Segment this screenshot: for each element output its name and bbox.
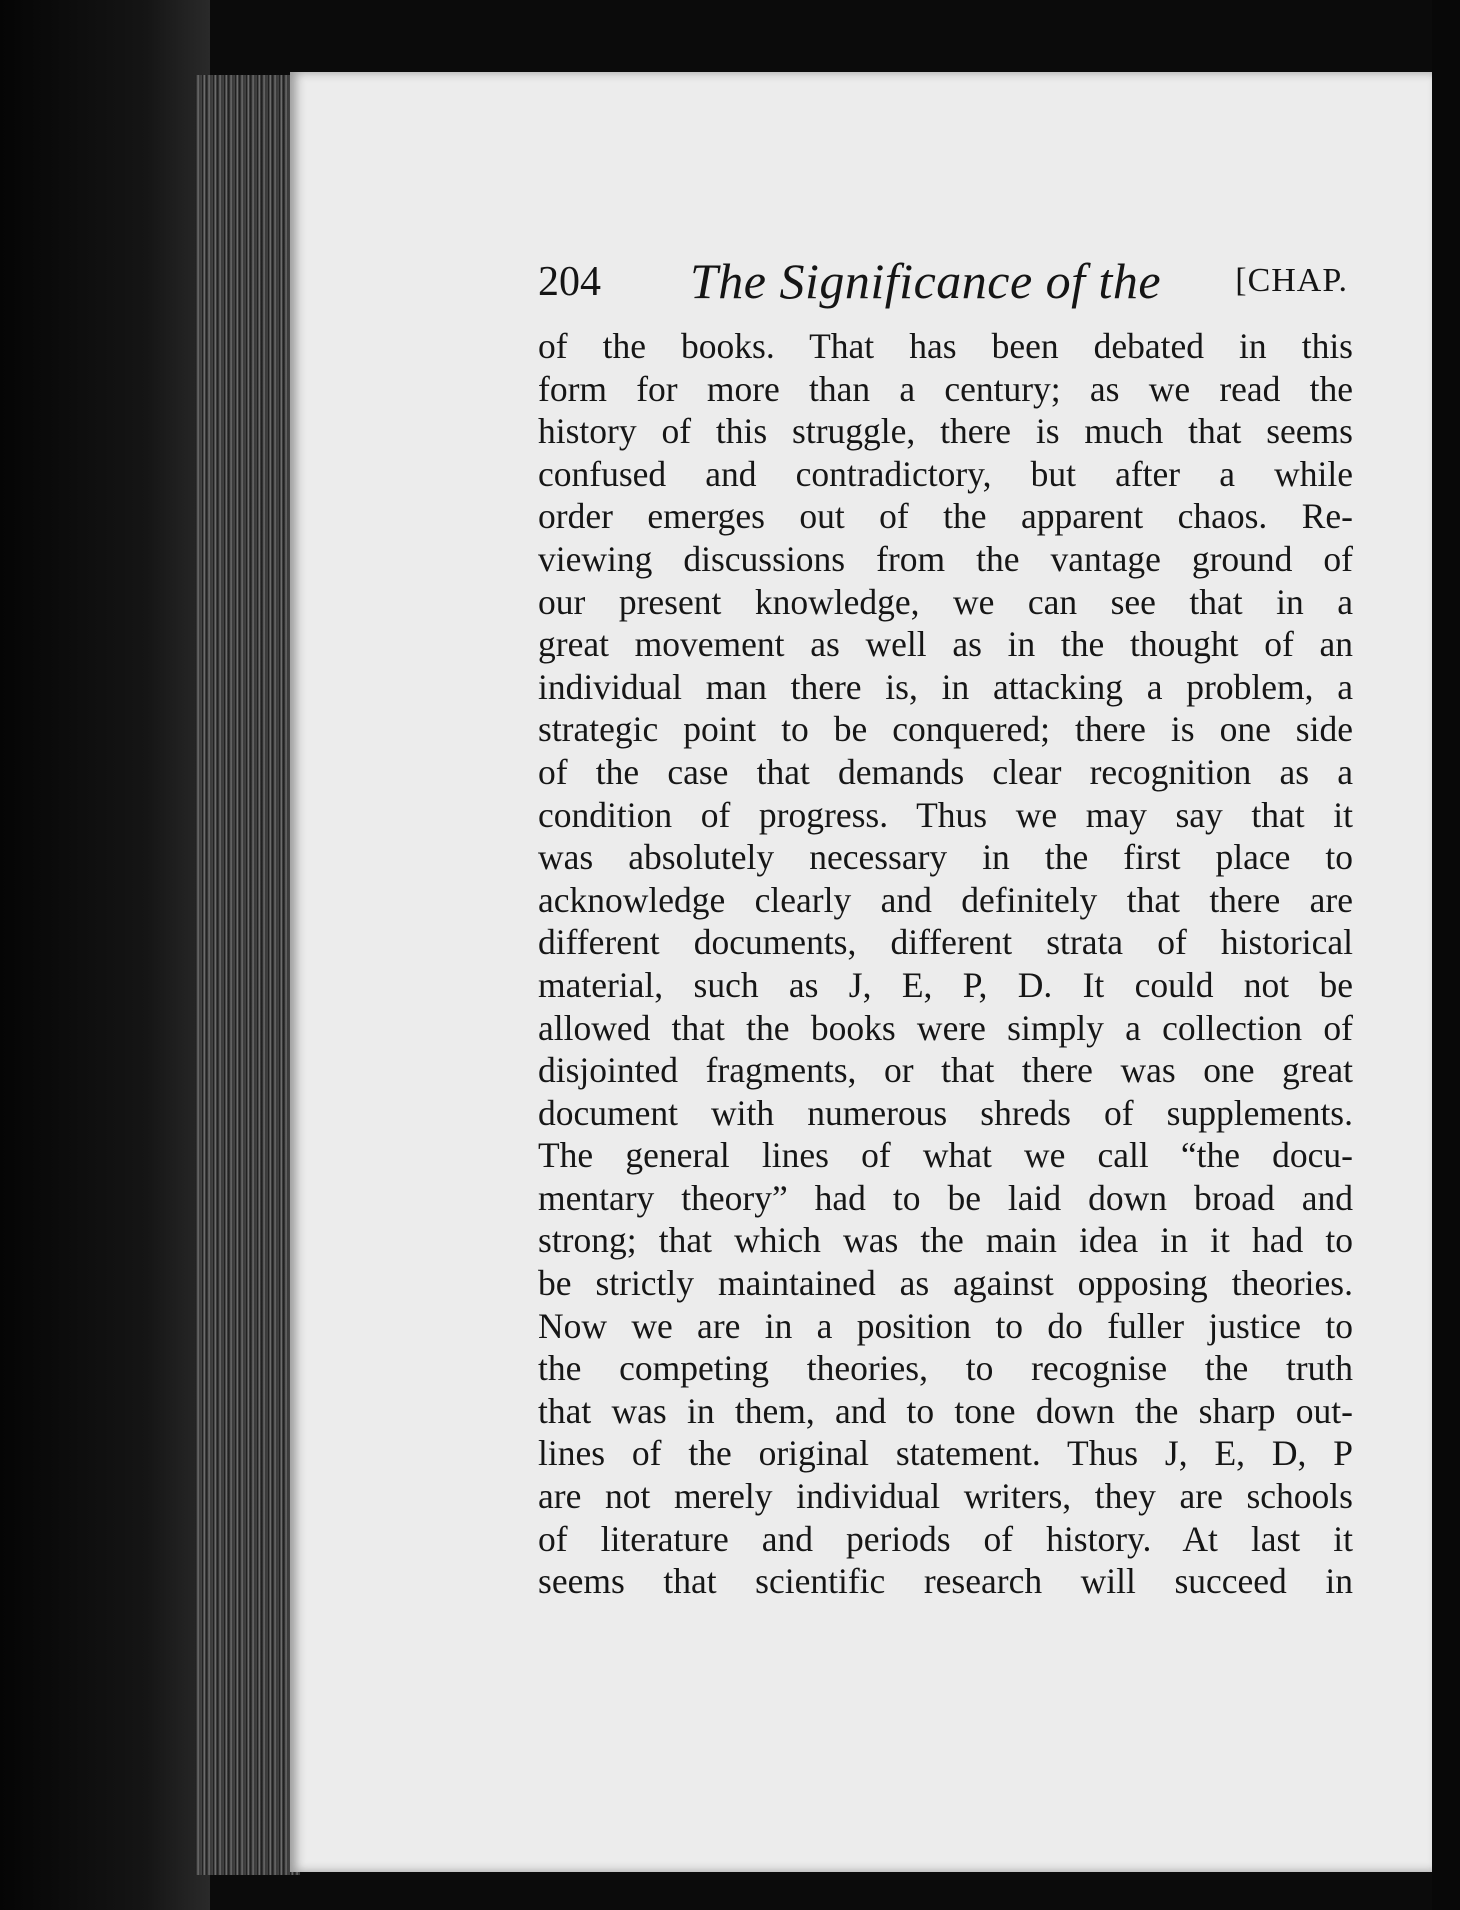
text-line: order emerges out of the apparent chaos. Re- [538, 496, 1353, 537]
chapter-mark: [CHAP. [1235, 262, 1348, 299]
text-line: The general lines of what we call “the docu- [538, 1135, 1353, 1176]
text-line: was absolutely necessary in the first place to [538, 837, 1353, 878]
text-line: the competing theories, to recognise the truth [538, 1348, 1353, 1389]
text-line: confused and contradictory, but after a while [538, 453, 1353, 494]
text-line: mentary theory” had to be laid down broad and [538, 1177, 1353, 1218]
text-line: history of this struggle, there is much that seems [538, 411, 1353, 452]
text-line: our present knowledge, we can see that in a [538, 581, 1353, 622]
body-text [538, 325, 1353, 1603]
text-line: material, such as J, E, P, D. It could not be [538, 964, 1353, 1005]
text-line: Now we are in a position to do fuller justice to [538, 1305, 1353, 1346]
running-header [538, 252, 1348, 322]
printed-page [290, 72, 1432, 1872]
text-line: strong; that which was the main idea in it had to [538, 1220, 1353, 1261]
text-line: form for more than a century; as we read the [538, 368, 1353, 409]
text-line: be strictly maintained as against opposing theories. [538, 1263, 1353, 1304]
text-line: of the books. That has been debated in this [538, 326, 1353, 366]
text-line: disjointed fragments, or that there was one great [538, 1050, 1353, 1091]
text-line: different documents, different strata of historical [538, 922, 1353, 963]
text-line: of the case that demands clear recognition as a [538, 751, 1353, 792]
text-line: of literature and periods of history. At last it [538, 1518, 1353, 1559]
right-border [1432, 0, 1460, 1910]
running-title: The Significance of the [690, 253, 1162, 309]
text-line: seems that scientific research will succeed in [538, 1561, 1353, 1602]
text-line: lines of the original statement. Thus J, E, D, P [538, 1433, 1353, 1474]
text-line: allowed that the books were simply a collection of [538, 1007, 1353, 1048]
page-edge-stack [195, 75, 300, 1875]
text-line: acknowledge clearly and definitely that there are [538, 879, 1353, 920]
text-line: document with numerous shreds of supplements. [538, 1092, 1353, 1133]
text-line: are not merely individual writers, they are schools [538, 1476, 1353, 1517]
page-number: 204 [538, 259, 601, 305]
text-line: individual man there is, in attacking a problem, a [538, 666, 1353, 707]
text-line: that was in them, and to tone down the sharp out- [538, 1390, 1353, 1431]
spine-shadow [0, 0, 210, 1910]
text-line: strategic point to be conquered; there is one side [538, 709, 1353, 750]
text-line: viewing discussions from the vantage ground of [538, 538, 1353, 579]
text-line: condition of progress. Thus we may say that it [538, 794, 1353, 835]
text-line: great movement as well as in the thought of an [538, 624, 1353, 665]
